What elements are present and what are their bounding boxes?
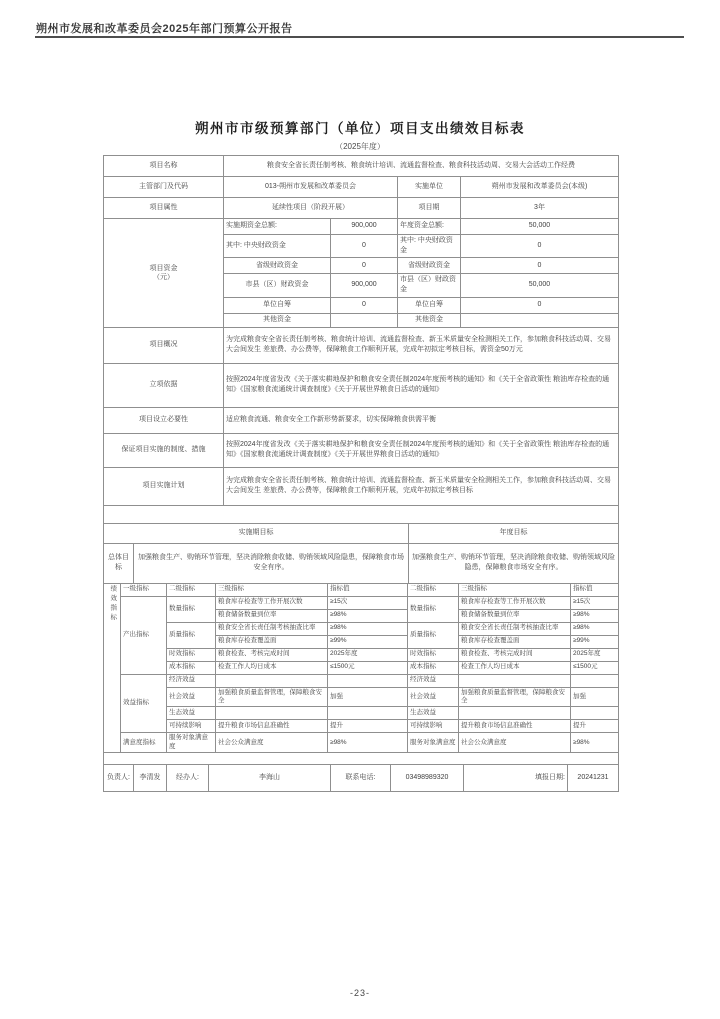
attr-value: 延续性项目（阶段开展） [224,198,398,219]
fund-row-label: 其中: 中央财政资金 [224,235,331,258]
ind-r3: 粮食储备数量到位率 [459,609,571,622]
spacer-cell [104,753,619,765]
ind-rvalue: 2025年度 [571,648,619,661]
desc-label: 项目设立必要性 [104,407,224,433]
responsible-label: 负责人: [104,765,134,792]
ind-value [328,707,408,720]
phone-label: 联系电话: [331,765,391,792]
fund-row-value [461,313,619,327]
table-row [104,363,619,407]
table-row [104,327,619,363]
group-satisfaction: 满意度指标 [121,733,167,753]
ind-l2: 经济效益 [167,674,216,687]
budget-performance-table [103,155,618,792]
desc-text: 按照2024年度省发改《关于落实耕地保护和粮食安全责任制2024年度预考核的通知》和《关于全省政策性 粮油库存检查的通知》《国家粮食流通统计调查制度》《关于开展世界粮食日活动的通知》 [224,433,619,467]
responsible-value: 李清发 [134,765,167,792]
phone-value: 03498989320 [391,765,464,792]
ind-rvalue [571,674,619,687]
ind-l2: 成本指标 [167,661,216,674]
ind-rvalue: ≥98% [571,733,619,753]
table-row [104,765,619,792]
table-row [104,219,619,235]
ind-l3 [216,674,328,687]
fund-row-label: 年度资金总额: [398,219,461,235]
ind-r2: 成本指标 [408,661,459,674]
desc-label: 项目概况 [104,327,224,363]
indicator-row [104,687,619,707]
report-header-title: 朔州市发展和改革委员会2025年部门预算公开报告 [36,23,293,35]
col-header-value: 指标值 [328,583,408,596]
desc-text: 适应粮食流通、粮食安全工作新形势新要求，切实保障粮食供需平衡 [224,407,619,433]
table-row [104,467,619,505]
handler-label: 经办人: [167,765,209,792]
table-row [104,198,619,219]
ind-value: ≥98% [328,609,408,622]
fund-row-value: 0 [461,235,619,258]
ind-r3: 粮食安全省长责任制考核抽查比率 [459,622,571,635]
table-row [104,177,619,198]
ind-r3: 粮食库存检查等工作开展次数 [459,596,571,609]
ind-rvalue: ≥15次 [571,596,619,609]
ind-l3: 提升粮食市场信息准确性 [216,720,328,733]
period-value: 3年 [461,198,619,219]
col-header-level1: 一级指标 [121,583,167,596]
funds-label [104,219,224,328]
group-benefit: 效益指标 [121,674,167,733]
ind-r2: 生态效益 [408,707,459,720]
handler-value: 李海山 [209,765,331,792]
ind-r3: 加强粮食质量监督管理，保障粮食安全 [459,687,571,707]
fund-row-value [331,313,398,327]
impl-unit-value: 朔州市发展和改革委员会(本级) [461,177,619,198]
indicator-row [104,596,619,609]
indicator-row [104,674,619,687]
desc-label: 保证项目实施的制度、措施 [104,433,224,467]
ind-rvalue: 加强 [571,687,619,707]
date-label: 填报日期: [464,765,568,792]
desc-label: 项目实施计划 [104,467,224,505]
period-label: 项目期 [398,198,461,219]
ind-l3 [216,707,328,720]
page-number: -23- [349,988,370,998]
fund-row-label: 市县（区）财政资金 [398,274,461,297]
ind-value: ≥98% [328,733,408,753]
ind-l3: 粮食安全省长责任制考核抽查比率 [216,622,328,635]
signature-section [103,764,619,792]
dept-label: 主管部门及代码 [104,177,224,198]
table-row [104,523,619,543]
fund-row-label: 其他资金 [398,313,461,327]
fund-row-value: 0 [461,258,619,274]
ind-value: ≤1500元 [328,661,408,674]
date-value: 20241231 [568,765,619,792]
indicator-row [104,648,619,661]
indicator-header-row [104,583,619,596]
ind-l3: 社会公众满意度 [216,733,328,753]
performance-indicator-side-label: 绩效指标 [104,583,121,753]
indicator-row [104,707,619,720]
ind-value: 2025年度 [328,648,408,661]
header-rule [35,36,684,38]
fund-row-value: 900,000 [331,274,398,297]
ind-rvalue: 提升 [571,720,619,733]
ind-value [328,674,408,687]
col-header-level2: 二级指标 [167,583,216,596]
col-header-level3: 三级指标 [216,583,328,596]
dept-value: 013-朔州市发展和改革委员会 [224,177,398,198]
table-row [104,156,619,177]
fund-row-value: 900,000 [331,219,398,235]
table-row [104,433,619,467]
spacer-row [104,753,619,765]
annual-target-header: 年度目标 [409,523,619,543]
ind-r2: 经济效益 [408,674,459,687]
project-name-value: 粮食安全省长责任制考核、粮食统计培训、流通监督检查、粮食科技活动周、交易大会活动工作经费 [224,156,619,177]
targets-section [103,523,619,584]
ind-l3: 粮食库存检查覆盖面 [216,635,328,648]
ind-value: ≥15次 [328,596,408,609]
col-header-level3-annual: 三级指标 [459,583,571,596]
desc-label: 立项依据 [104,363,224,407]
fund-row-label: 省级财政资金 [398,258,461,274]
ind-value: 提升 [328,720,408,733]
ind-r2: 可持续影响 [408,720,459,733]
ind-value: ≥99% [328,635,408,648]
indicators-section [103,583,619,766]
impl-unit-label: 实施单位 [398,177,461,198]
indicator-row [104,733,619,753]
fund-row-label: 单位自筹 [224,297,331,313]
ind-r3: 社会公众满意度 [459,733,571,753]
fund-row-value: 0 [461,297,619,313]
attr-label: 项目属性 [104,198,224,219]
table-row [104,407,619,433]
funds-label-line1: 项目资金 [149,264,178,272]
ind-r3 [459,707,571,720]
table-subtitle: （2025年度） [335,142,385,151]
ind-l2: 可持续影响 [167,720,216,733]
table-row [104,543,619,583]
funds-section [103,218,619,328]
indicator-row [104,622,619,635]
ind-l3: 检查工作人均日成本 [216,661,328,674]
fund-row-value: 0 [331,235,398,258]
info-section [103,155,619,219]
spacer-cell [104,505,619,523]
ind-l2: 时效指标 [167,648,216,661]
desc-text: 为完成粮食安全省长责任制考核、粮食统计培训、流通监督检查、新玉米质量安全检测相关工作，参加粮食科技活动周、交易大会间发生 差旅费、办公费等，保障粮食工作顺利开展，完成年初拟定考核目标，需资金50万元 [224,327,619,363]
fund-row-label: 市县（区）财政资金 [224,274,331,297]
fund-row-label: 其中: 中央财政资金 [398,235,461,258]
ind-l3: 粮食储备数量到位率 [216,609,328,622]
indicator-row [104,661,619,674]
fund-row-value: 50,000 [461,219,619,235]
ind-l2: 数量指标 [167,596,216,622]
impl-period-target-text: 加强粮食生产、购销环节管理，坚决消除粮食收储、购销领域风险隐患，保障粮食市场安全有序。 [134,543,409,583]
ind-r2: 服务对象满意度 [408,733,459,753]
ind-r3: 粮食检查、考核完成时间 [459,648,571,661]
fund-row-value: 50,000 [461,274,619,297]
ind-l2: 服务对象满意度 [167,733,216,753]
fund-row-label: 省级财政资金 [224,258,331,274]
ind-rvalue: ≥99% [571,635,619,648]
annual-target-text: 加强粮食生产、购销环节管理，坚决消除粮食收储、购销领域风险隐患，保障粮食市场安全有序。 [409,543,619,583]
ind-r3: 提升粮食市场信息准确性 [459,720,571,733]
overall-target-label: 总体目标 [104,543,134,583]
ind-r3: 粮食库存检查覆盖面 [459,635,571,648]
fund-row-value: 0 [331,297,398,313]
desc-text: 为完成粮食安全省长责任制考核、粮食统计培训、流通监督检查、新玉米质量安全检测相关工作，参加粮食科技活动周、交易大会间发生 差旅费、办公费等，保障粮食工作顺利开展，完成年初拟定考核目标 [224,467,619,505]
ind-l2: 生态效益 [167,707,216,720]
col-header-level2-annual: 二级指标 [408,583,459,596]
desc-text: 按照2024年度省发改《关于落实耕地保护和粮食安全责任制2024年度预考核的通知》和《关于全省政策性 粮油库存检查的通知》《国家粮食流通统计调查制度》《关于开展世界粮食日活动的通知》 [224,363,619,407]
impl-period-target-header: 实施期目标 [104,523,409,543]
ind-rvalue: ≤1500元 [571,661,619,674]
ind-rvalue: ≥98% [571,622,619,635]
ind-l2: 质量指标 [167,622,216,648]
group-output: 产出指标 [121,596,167,674]
ind-value: 加强 [328,687,408,707]
ind-r3 [459,674,571,687]
fund-row-label: 其他资金 [224,313,331,327]
ind-l3: 加强粮食质量监督管理，保障粮食安全 [216,687,328,707]
indicator-row [104,720,619,733]
ind-value: ≥98% [328,622,408,635]
fund-row-value: 0 [331,258,398,274]
ind-rvalue [571,707,619,720]
col-header-value-annual: 指标值 [571,583,619,596]
ind-r3: 检查工作人均日成本 [459,661,571,674]
fund-row-label: 实施期资金总额: [224,219,331,235]
ind-r2: 数量指标 [408,596,459,622]
ind-r2: 社会效益 [408,687,459,707]
ind-r2: 质量指标 [408,622,459,648]
spacer-row [104,505,619,523]
ind-l3: 粮食库存检查等工作开展次数 [216,596,328,609]
table-title: 朔州市市级预算部门（单位）项目支出绩效目标表 [195,121,525,136]
ind-r2: 时效指标 [408,648,459,661]
project-name-label: 项目名称 [104,156,224,177]
ind-rvalue: ≥98% [571,609,619,622]
funds-label-line2: （元） [153,273,174,281]
description-section [103,327,619,524]
ind-l2: 社会效益 [167,687,216,707]
fund-row-label: 单位自筹 [398,297,461,313]
ind-l3: 粮食检查、考核完成时间 [216,648,328,661]
